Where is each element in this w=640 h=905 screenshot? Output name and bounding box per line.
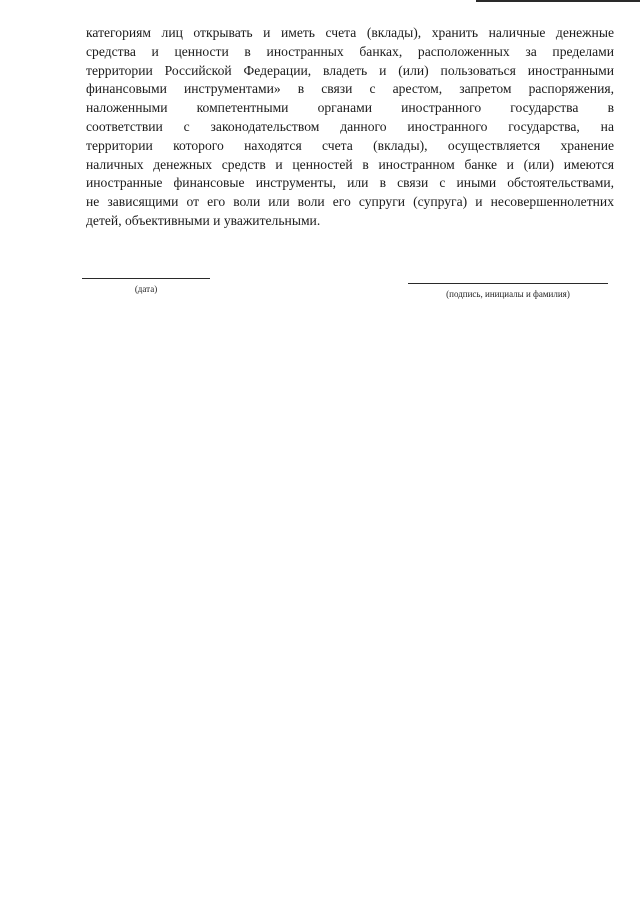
- date-signature-field: [82, 278, 210, 295]
- paragraph-line: средства и ценности в иностранных банках, расположенных за пределами: [86, 43, 614, 59]
- paragraph-line: детей, объективными и уважительными.: [86, 212, 321, 228]
- paragraph-line: иностранные финансовые инструменты, или в связи с иными обстоятельствами,: [86, 175, 614, 191]
- declaration-paragraph: [86, 24, 614, 231]
- paragraph-line: категориям лиц открывать и иметь счета (вклады), хранить наличные денежные: [86, 25, 614, 40]
- signature-underline: [408, 283, 608, 284]
- top-border-line: [476, 0, 640, 2]
- date-caption: (дата): [134, 284, 158, 294]
- signature-caption: (подпись, инициалы и фамилия): [446, 289, 570, 299]
- name-signature-field: [408, 283, 608, 300]
- paragraph-line: финансовыми инструментами» в связи с арестом, запретом распоряжения,: [86, 81, 614, 97]
- paragraph-line: не зависящими от его воли или воли его супруги (супруга) и несовершеннолетних: [86, 194, 614, 210]
- paragraph-line: наложенными компетентными органами иностранного государства в: [86, 100, 614, 116]
- paragraph-line: территории Российской Федерации, владеть и (или) пользоваться иностранными: [86, 62, 614, 78]
- date-underline: [82, 278, 210, 279]
- paragraph-line: соответствии с законодательством данного иностранного государства, на: [86, 118, 614, 134]
- paragraph-line: наличных денежных средств и ценностей в иностранном банке и (или) имеются: [86, 156, 614, 172]
- paragraph-line: территории которого находятся счета (вклады), осуществляется хранение: [86, 137, 614, 153]
